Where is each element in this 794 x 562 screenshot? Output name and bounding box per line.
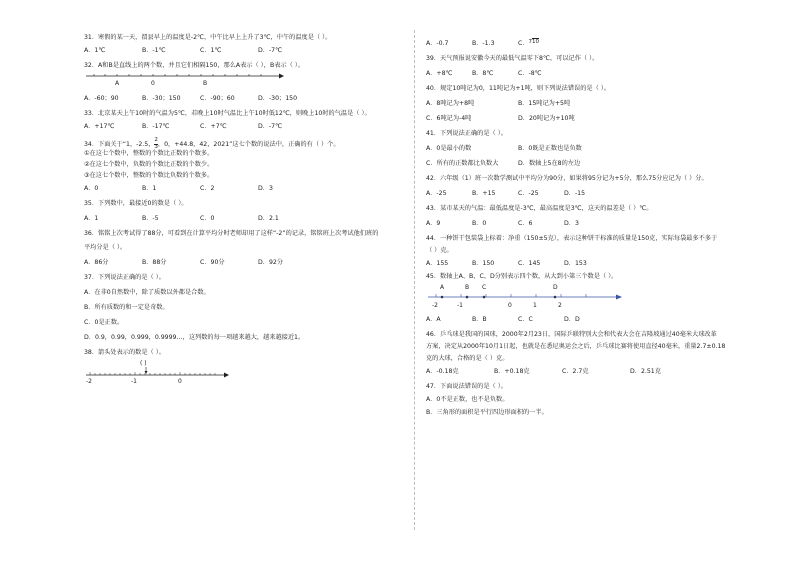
question-41-text: 41．下列说法正确的是（ ）。	[426, 130, 507, 137]
question-39-options	[426, 70, 722, 78]
option-c: C．145	[518, 260, 541, 267]
question-41	[426, 130, 722, 168]
option-a: A．1	[84, 215, 99, 222]
option-b: B．-5	[142, 215, 159, 222]
option-b: B．150	[472, 260, 495, 267]
tick-label: 1	[533, 302, 537, 309]
question-35-options	[84, 215, 410, 223]
question-35	[84, 200, 410, 223]
option-a: A．0	[84, 185, 99, 192]
question-47	[426, 383, 722, 417]
option-b: B．-1.3	[472, 40, 495, 47]
point-a-label: A	[440, 284, 445, 291]
option-b: B．0	[472, 220, 487, 227]
question-46	[426, 331, 726, 376]
question-34-text: 34．下面关于“1，-2.5， $\frac{2}{3}$ ，0，+44.8，42，2021”这七个数的说法中，正确的有（ ）个。	[84, 137, 340, 150]
option-d: D．-30；150	[258, 95, 298, 102]
option-d: D．D	[564, 316, 580, 323]
option-c: C．C	[518, 316, 533, 323]
option-b: B．88分	[142, 259, 167, 266]
option-c: C．-90；60	[200, 95, 235, 102]
option-b: B．B	[472, 316, 487, 323]
option-d: D．-15	[564, 190, 586, 197]
question-45	[426, 273, 722, 324]
question-36	[84, 230, 410, 267]
question-44-options	[426, 260, 722, 268]
question-44-line-2: （ ）克。	[426, 247, 453, 254]
choice-c: C．0是正数。	[84, 319, 124, 326]
question-47-text: 47．下面说法错误的是（ ）。	[426, 383, 507, 390]
arrow-head-icon	[224, 373, 229, 378]
question-43	[426, 205, 722, 228]
option-a: A．155	[426, 260, 449, 267]
zero-label: 0	[151, 80, 155, 87]
point-a-label: A	[115, 80, 120, 87]
question-32-number-line	[84, 70, 284, 90]
option-d: D．2.1	[258, 215, 279, 222]
question-38-number-line	[84, 357, 234, 385]
right-column	[426, 39, 726, 417]
choice-a: A．在非0自然数中，除了质数以外都是合数。	[84, 289, 210, 296]
option-a: A．-0.7	[426, 40, 449, 47]
question-33-options	[84, 123, 410, 131]
question-36-line-1: 36．铭铭上次考试得了88分，可看到在计算平均分时老师却用了这样“-2”的记录，铭铭班上次考试他们班的	[84, 230, 379, 237]
question-36-line-2: 平均分是（ ）。	[84, 244, 127, 251]
question-32-options	[84, 95, 410, 103]
option-c: C．-8℃	[518, 70, 542, 77]
tick-label: -1	[131, 378, 137, 385]
question-39	[426, 55, 722, 78]
question-40-options-row-1	[426, 100, 722, 108]
tick-marks	[436, 294, 586, 297]
question-36-options	[84, 259, 410, 267]
choice-b: B．所有质数的和一定是奇数。	[84, 304, 169, 311]
option-a: A．+8℃	[426, 70, 453, 77]
question-38	[84, 349, 410, 385]
option-b: B．-30；150	[142, 95, 181, 102]
option-c: C．6	[518, 220, 533, 227]
tick-label: -2	[86, 378, 92, 385]
question-41-options-row-1	[426, 145, 722, 153]
option-b: B．1	[142, 185, 157, 192]
question-32	[84, 62, 410, 103]
option-c: C．0	[200, 215, 215, 222]
option-b: B．15吨记为+5吨	[518, 100, 571, 107]
choice-b: B．0既是正数也是负数	[518, 145, 582, 152]
option-d: D．153	[564, 260, 587, 267]
question-42-options	[426, 190, 722, 198]
option-b: B．+15	[472, 190, 496, 197]
statement-1: ①在这七个数中，整数的个数比正数的个数多。	[84, 150, 214, 157]
choice-a: A．0是最小的数	[426, 145, 472, 152]
choice-b: B．三角形的面积是平行四边形面积的一半。	[426, 409, 548, 416]
choice-c: C．所有的正数都比负数大	[426, 160, 499, 167]
tick-label: 2	[558, 302, 562, 309]
option-d: D．-7℃	[258, 47, 283, 54]
choice-d: D．0.9，0.99，0.999，0.9999…，这列数的每一项越来越大，越来越接近1。	[84, 334, 305, 341]
option-a: A．-25	[426, 190, 447, 197]
question-42	[426, 175, 722, 198]
option-c: C．-25	[518, 190, 539, 197]
arrow-head-icon	[616, 295, 622, 300]
question-37-text: 37．下列说法正确的是（ ）。	[84, 274, 165, 281]
option-d: D．3	[564, 220, 579, 227]
question-31-text: 31．寒假的某一天，渭县早上的温度是-2℃，中午比早上上升了3℃，中午的温度是（ ）。	[84, 34, 332, 41]
option-b: B．+0.18克	[494, 368, 530, 375]
question-45-text: 45．数轴上A、B、C、D分别表示四个数，从大到小第三个数是（ ）。	[426, 273, 618, 280]
question-40	[426, 85, 722, 123]
question-46-options	[426, 368, 722, 376]
question-40-options-row-2	[426, 115, 722, 123]
point-b-label: B	[465, 284, 470, 291]
question-34	[84, 138, 410, 193]
option-a: A．A	[426, 316, 441, 323]
question-33	[84, 110, 410, 131]
tick-label: 0	[178, 378, 182, 385]
choice-d: D．数轴上5在8的左边	[518, 160, 581, 167]
option-a: A．+17℃	[84, 123, 115, 130]
question-43-options	[426, 220, 722, 228]
option-a: A．8吨记为+8吨	[426, 100, 475, 107]
question-37	[84, 274, 410, 342]
question-34-options	[84, 185, 410, 193]
point-d-label: D	[553, 284, 558, 291]
question-39-text: 39．天气预报说安徽今天的最低气温零下8℃，可以记作（ ）。	[426, 55, 599, 62]
question-41-options-row-2	[426, 160, 722, 168]
tick-label: -2	[432, 302, 438, 309]
question-40-text: 40．规定10吨记为0，11吨记为+1吨，则下列说法错误的是（ ）。	[426, 85, 611, 92]
option-a: A．-0.18克	[426, 368, 459, 375]
question-33-text: 33．北京某天上午10时的气温为5℃，若晚上10时气温比上午10时低12℃，则晚上10时的气温是（ ）。	[84, 110, 371, 117]
option-c: C．2	[200, 185, 215, 192]
fraction-seven-tenths: 710	[528, 39, 540, 46]
option-a: A．1℃	[84, 47, 106, 54]
option-d: D．20吨记为+10吨	[518, 115, 575, 122]
option-d: D．92分	[258, 259, 284, 266]
option-c: C．6吨记为-4吨	[426, 115, 472, 122]
option-a: A．-60；90	[84, 95, 119, 102]
option-c: C．710	[518, 39, 540, 47]
option-c: C．+7℃	[200, 123, 227, 130]
question-38-text: 38．箭头处表示的数是（ ）。	[84, 349, 165, 356]
question-31	[84, 34, 410, 55]
question-44	[426, 235, 722, 268]
question-44-line-1: 44．一种饼干包装袋上标着：净重（150±5克），表示这种饼干标准的质量是150克，实际每袋最多不多于	[426, 235, 718, 242]
question-38-options	[426, 40, 722, 48]
point-c-label: C	[482, 284, 487, 291]
question-35-text: 35．下列数中，最接近0的数是（ ）。	[84, 200, 188, 207]
arrow-head-icon	[279, 74, 284, 79]
question-45-options	[426, 316, 722, 324]
question-42-text: 42．六年级（1）班一次数学测试中平均分为90分，如果将95分记为+5分，那么75分应记为（ ）分。	[426, 175, 708, 182]
question-45-number-line	[426, 281, 626, 311]
fraction-two-thirds: $\frac{2}{3}$	[154, 137, 158, 150]
choice-a: A．0不是正数，也不是负数。	[426, 396, 509, 403]
option-c: C．2.7克	[562, 368, 589, 375]
option-b: B．-1℃	[142, 47, 166, 54]
question-46-line-1: 46．乒乓球是我国的国球，2000年2月23日，国际乒联特别大会和代表大会在吉隆坡通过40毫米大球改革	[426, 331, 717, 338]
point-b-label: B	[203, 80, 208, 87]
question-46-line-3: 克的大球，合格的是（ ）克。	[426, 355, 509, 362]
tick-label: 0	[508, 302, 512, 309]
option-a: A．9	[426, 220, 441, 227]
option-b: B．8℃	[472, 70, 494, 77]
option-c: C．90分	[200, 259, 225, 266]
option-a: A．86分	[84, 259, 109, 266]
answer-blank: ( )	[140, 360, 147, 367]
statement-3: ③在这七个数中，整数的个数比负数的个数多。	[84, 172, 214, 179]
question-31-options	[84, 47, 410, 55]
statement-2: ②在这七个数中，负数的个数比正数的个数少。	[84, 161, 214, 168]
option-d: D．-7℃	[258, 123, 283, 130]
column-divider	[414, 30, 415, 530]
tick-marks	[90, 372, 215, 375]
option-d: D．3	[258, 185, 273, 192]
question-32-text: 32．A和B是直线上的两个数，并且它们相隔150，那么A表示（ ），B表示（ ）。	[84, 62, 304, 69]
option-d: D．2.51克	[630, 368, 661, 375]
left-column	[84, 34, 410, 385]
tick-label: -1	[457, 302, 463, 309]
option-c: C．1℃	[200, 47, 222, 54]
option-b: B．-17℃	[142, 123, 170, 130]
question-43-text: 43．某市某天的气温：最低温度是-3℃，最高温度是3℃，这天的温差是（ ）℃。	[426, 205, 653, 212]
question-46-line-2: 方案，决定从2000年10月1日起，也就是在悉尼奥运会之后，乒乓球比赛将使用直径40毫米，重量2.7±0.18	[426, 343, 726, 350]
